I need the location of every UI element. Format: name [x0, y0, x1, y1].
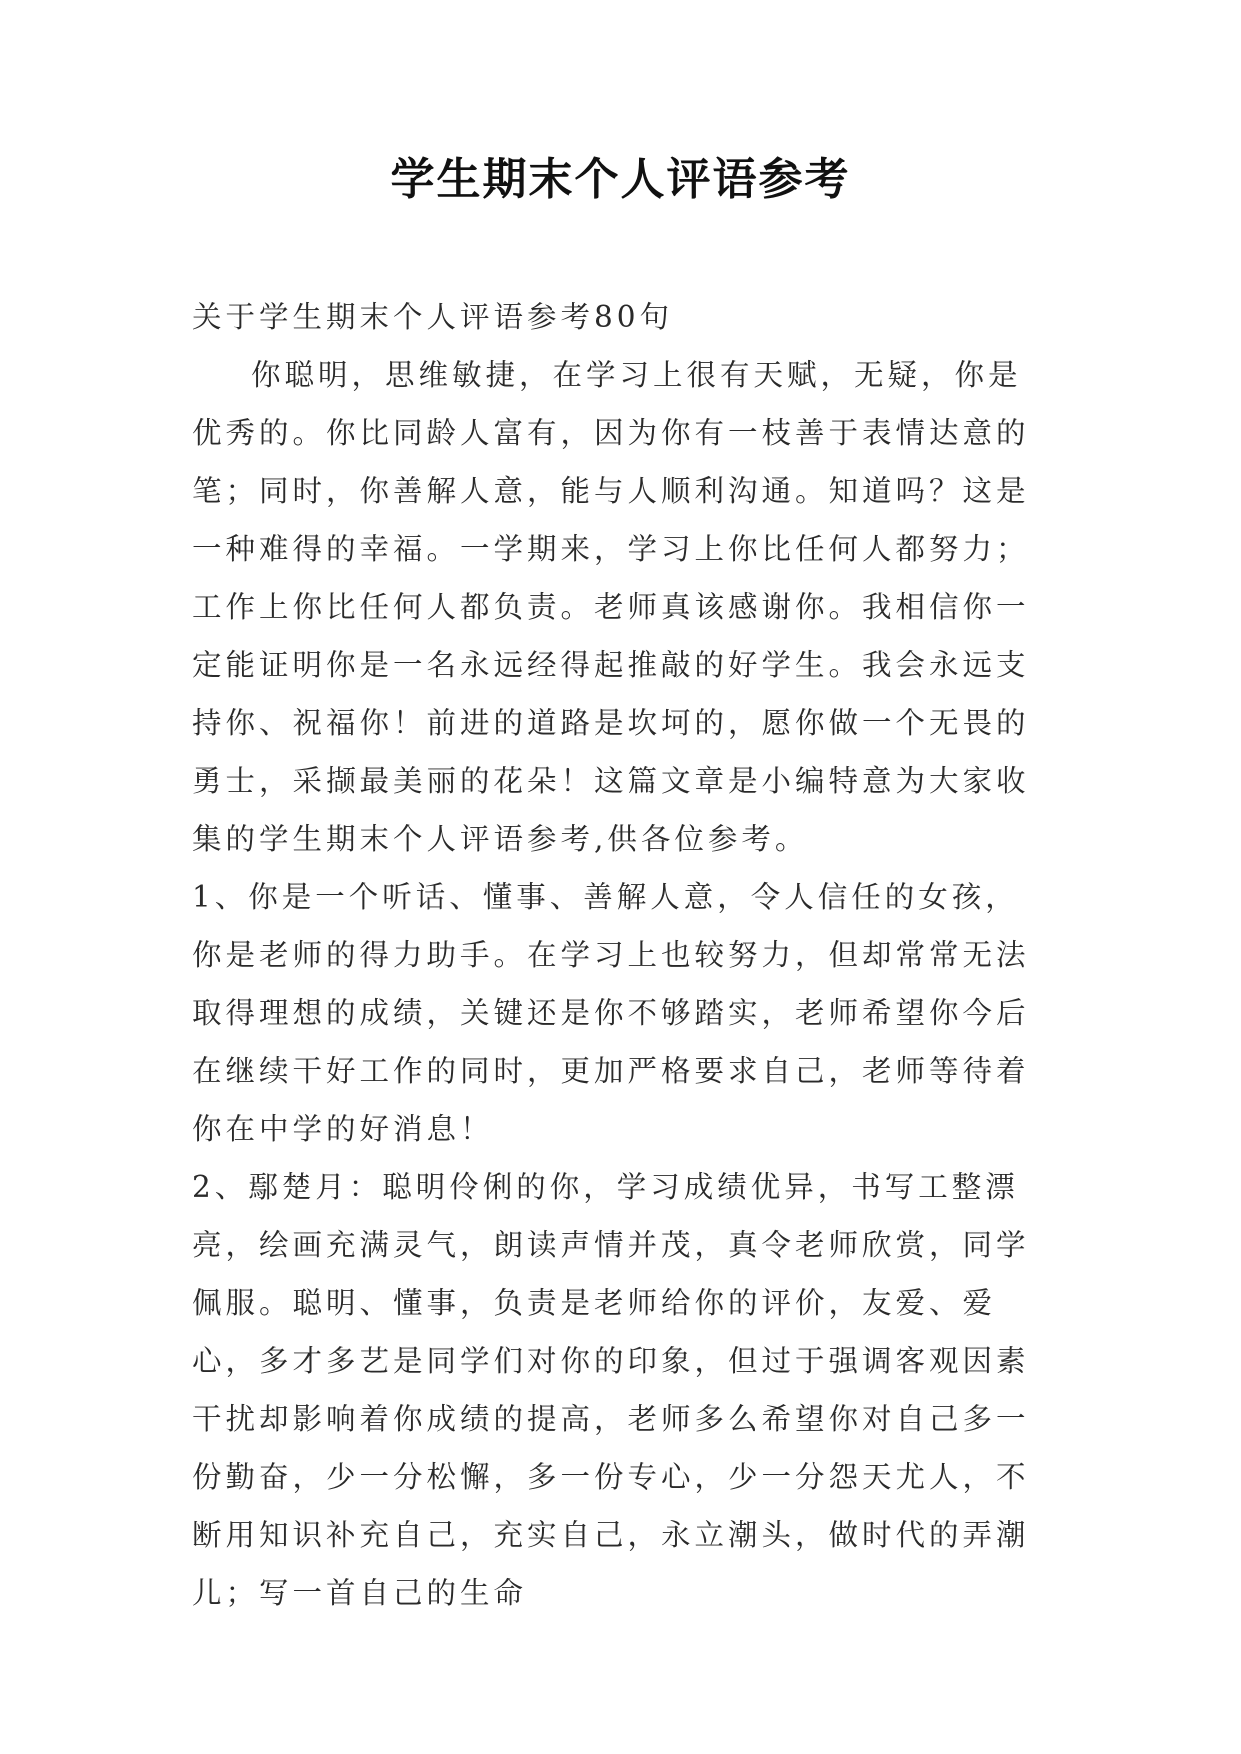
comment-item-2: 2、鄢楚月：聪明伶俐的你，学习成绩优异，书写工整漂亮，绘画充满灵气，朗读声情并茂，真令老师欣赏，同学佩服。聪明、懂事，负责是老师给你的评价，友爱、爱心，多才多艺是同学们对你的印象，但过于强调客观因素干扰却影响着你成绩的提高，老师多么希望你对自己多一份勤奋，少一分松懈，多一份专心，少一分怨天尤人，不断用知识补充自己，充实自己，永立潮头，做时代的弄潮儿；写一首自己的生命 [192, 1170, 1030, 1610]
document-subtitle: 关于学生期末个人评语参考80句 [192, 300, 674, 334]
intro-paragraph: 你聪明，思维敏捷，在学习上很有天赋，无疑，你是优秀的。你比同龄人富有，因为你有一枝善于表情达意的笔；同时，你善解人意，能与人顺利沟通。知道吗？这是一种难得的幸福。一学期来，学习上你比任何人都努力；工作上你比任何人都负责。老师真该感谢你。我相信你一定能证明你是一名永远经得起推敲的好学生。我会永远支持你、祝福你！前进的道路是坎坷的，愿你做一个无畏的勇士，采撷最美丽的花朵！这篇文章是小编特意为大家收集的学生期末个人评语参考,供各位参考。 [192, 358, 1030, 856]
document-title: 学生期末个人评语参考 [390, 154, 851, 205]
document-body [192, 288, 1052, 1622]
comment-item-1: 1、你是一个听话、懂事、善解人意，令人信任的女孩，你是老师的得力助手。在学习上也较努力，但却常常无法取得理想的成绩，关键还是你不够踏实，老师希望你今后在继续干好工作的同时，更加严格要求自己，老师等待着你在中学的好消息！ [192, 880, 1030, 1146]
